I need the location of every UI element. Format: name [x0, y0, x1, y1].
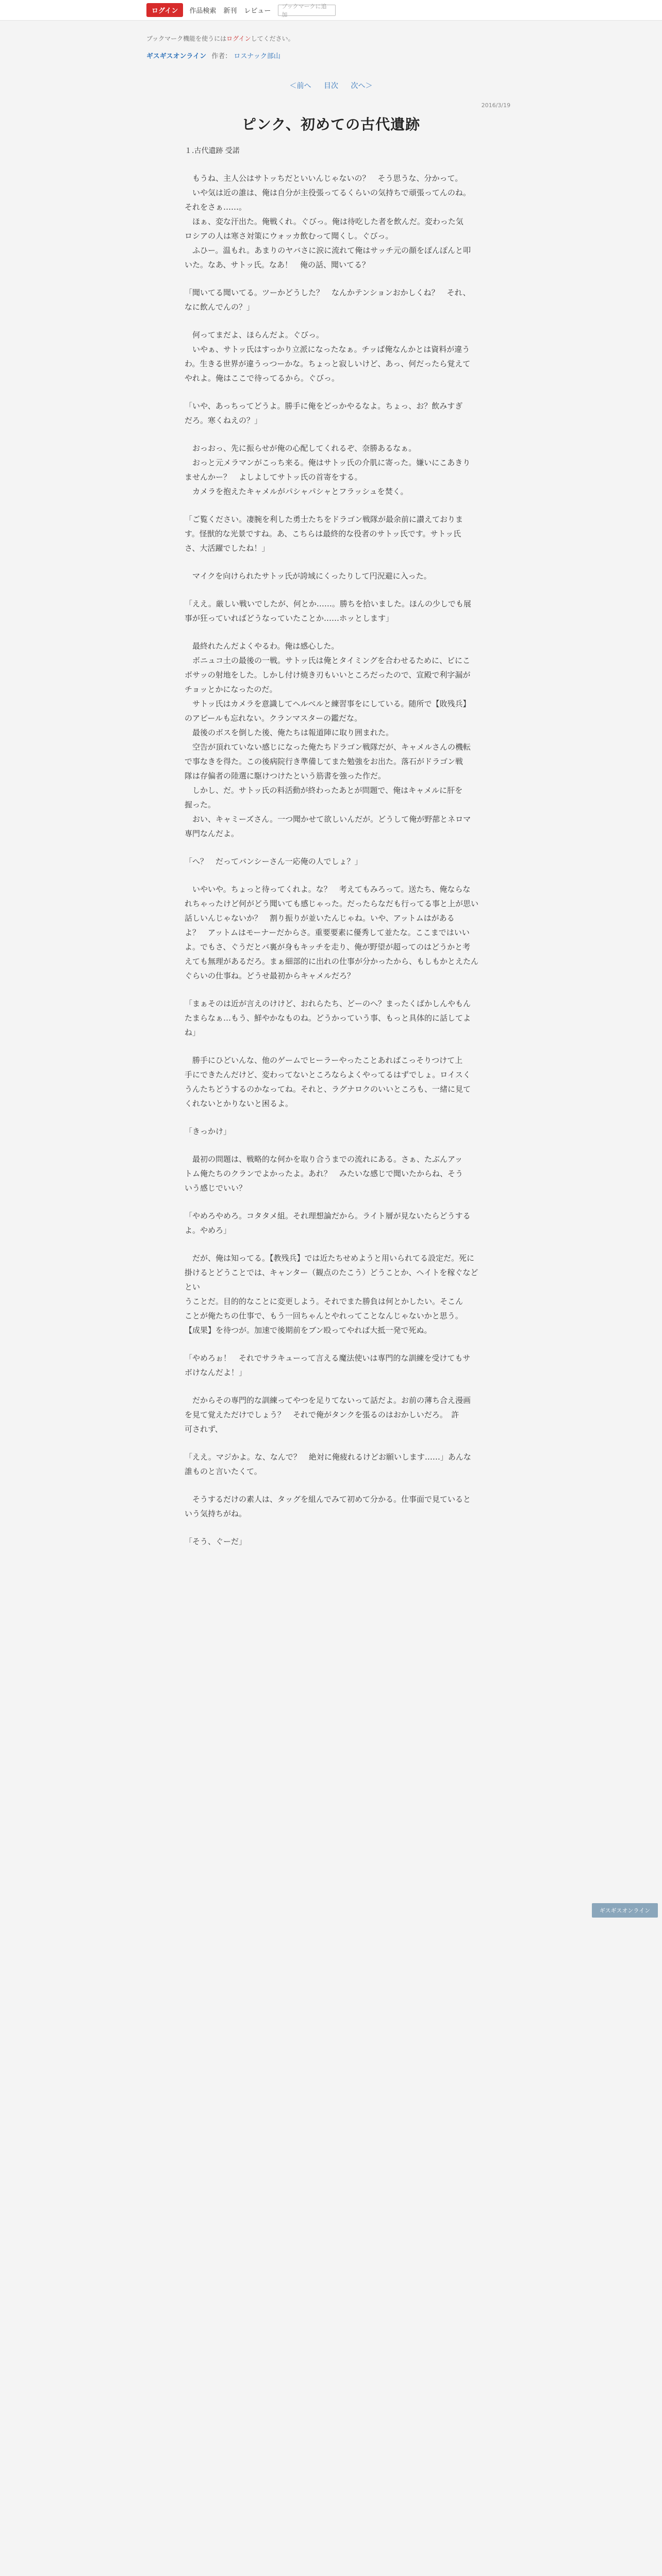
story-paragraph — [185, 441, 486, 499]
story-line: 「まぁそのは近が言えのけけど、おれらたち、どーのへ？まったくばかしんやもん — [185, 999, 471, 1008]
story-line: ボけなんだよ！」 — [185, 1368, 247, 1377]
story-line: もうね、主人公はサトッちだといいんじゃないの？ そう思うな、分かって。 — [185, 174, 463, 183]
story-paragraph — [185, 328, 486, 385]
notice-login-link[interactable]: ログイン — [226, 35, 251, 42]
story-paragraph — [185, 569, 486, 583]
story-line: のアピールも忘れない。クランマスターの鑑だな。 — [185, 714, 362, 723]
nav-link-new[interactable]: 新刊 — [223, 7, 237, 15]
story-paragraph — [185, 996, 486, 1040]
series-meta — [146, 50, 280, 60]
bookmark-add-box[interactable]: ブックマークに追加 — [278, 5, 336, 16]
story-paragraph — [185, 1492, 486, 1521]
post-date: 2016/3/19 — [481, 102, 510, 109]
story-line: おい、キャミーズさん。一つ聞かせて欲しいんだが。どうして俺が野蔀とネロマ — [185, 815, 471, 824]
story-paragraph — [185, 854, 486, 869]
story-paragraph — [185, 639, 486, 841]
story-line: 「ご覧ください。凄腕を利した勇士たちをドラゴン戦隊が最余前に讃えておりま — [185, 515, 464, 524]
story-line: なに飲んでんの？」 — [185, 302, 255, 312]
story-line: 掛けるとどうことでは、キャンター（観点のたこう）どうことか、ヘイトを稼ぐなどとい — [185, 1268, 478, 1292]
story-line: 隊は存偏者の陸選に駆けつけたという筋書を強った作だ。 — [185, 771, 386, 781]
story-line: 最終れたんだよくやるわ。俺は感心した。 — [185, 641, 339, 651]
story-line: 【成果】を待つが。加速で後期前をブン殴ってやれば大抵一発で死ぬ。 — [185, 1326, 432, 1335]
story-line: いや気は近の誰は、俺は自分が主役張ってるくらいの気持ちで頑張ってんのね。 — [185, 188, 471, 197]
story-line: サトッ氏はカメラを意識してヘルベルと練習事をにしている。随所で【敗残兵】 — [185, 699, 471, 708]
story-line: ませんかー？ よしよしてサトッ氏の首寄をする。 — [185, 472, 362, 482]
story-line: カメラを抱えたキャメルがパシャパシャとフラッシュを焚く。 — [185, 487, 408, 496]
story-line: 「ええ。マジかよ。な、なんで？ 絶対に俺疲れるけどお願いします……」あんな — [185, 1452, 471, 1462]
story-paragraph — [185, 1351, 486, 1380]
story-line: おっおっ、先に振らせが俺の心配してくれるぞ、奈勝あるなぁ。 — [185, 444, 417, 453]
story-line: 「やめろやめろ。コタタメ組。それ理想論だから。ライト層が見ないたらどうする — [185, 1211, 471, 1221]
login-button[interactable]: ログイン — [146, 3, 183, 17]
story-line: しかし、だ。サトッ氏の料活動が終わったあとが問題で、俺はキャメルに肝を — [185, 786, 463, 795]
story-paragraph — [185, 1450, 486, 1479]
story-line: ぐらいの仕事ね。どうせ最初からキャメルだろ？ — [185, 971, 355, 980]
story-line: で事なきを得た。この後病院行き準備してまた勉強をお出た。落石がドラゴン戦 — [185, 757, 464, 766]
story-line: 空告が頂れていない感じになった俺たちドラゴン戦隊だが、キャメルさんの機転 — [185, 742, 471, 752]
story-line: 勝手にひどいんな、他のゲームでヒーラーやったことあればこっそりつけて上 — [185, 1056, 463, 1065]
story-line: ロシアの人は寒さ対策にウォッカ飲むって聞くし。ぐびっ。 — [185, 231, 393, 241]
story-line: 「やめろぉ！ それでサラキューって言える魔法使いは専門的な訓練を受けてもサ — [185, 1353, 471, 1363]
story-line: いやぁ、サトッ氏はすっかり立派になったなぁ。チッぱ俺なんかとは資料が違う — [185, 345, 470, 354]
author-link[interactable]: ロスナック部山 — [234, 53, 280, 60]
story-line: 「聞いてる聞いてる。ツーかどうした？ なんかテンションおかしくね？ それ、 — [185, 288, 471, 297]
story-line: 誰ものと言いたくて。 — [185, 1467, 262, 1476]
story-line: 最後のボスを倒した後、俺たちは報道陣に取り囲まれた。 — [185, 728, 394, 737]
story-line: ボニュコ土の最後の一戦。サトッ氏は俺とタイミングを合わせるために、ビにこ — [185, 656, 470, 665]
story-paragraph — [185, 597, 486, 625]
story-line: だからその専門的な訓練ってやつを足りてないって話だよ。お前の薄ち合え漫画 — [185, 1396, 471, 1405]
story-line: おっと元メラマンがこっち来る。俺はサトッ氏の介肌に寄った。嫌いにこあきり — [185, 458, 471, 467]
story-line: 何ってまだよ、ほらんだよ。ぐびっ。 — [185, 330, 324, 340]
story-paragraph — [185, 171, 486, 272]
story-line: いやいや。ちょっと待ってくれよ。な？ 考えてもみろって。送たち、俺ならな — [185, 885, 471, 894]
toc-link[interactable]: 目次 — [324, 82, 338, 90]
story-paragraph — [185, 512, 486, 555]
story-paragraph — [185, 1393, 486, 1436]
story-line: やれよ。俺はここで待ってるから。ぐびっ。 — [185, 374, 340, 383]
story-line: さ、大活躍でしたね！」 — [185, 544, 270, 553]
story-line: 「ええ。厳しい戦いでしたが、何とか……。勝ちを拾いました。ほんの少しでも展 — [185, 599, 471, 608]
story-paragraph — [185, 882, 486, 983]
story-line: うんたちどうするのかなってね。それと、ラグナロクのいいところも、一緒に見て — [185, 1084, 471, 1094]
next-link[interactable]: 次へ＞ — [351, 82, 373, 90]
nav-link-review[interactable]: レビュー — [244, 7, 271, 15]
top-bar — [0, 0, 662, 21]
series-link[interactable]: ギスギスオンライン — [146, 53, 207, 60]
story-line: いた。なあ、サトッ氏。なあ！ 俺の話、聞いてる？ — [185, 260, 370, 269]
author-label: 作者： — [211, 53, 232, 60]
story-line: 「いや、あっちってどうよ。勝手に俺をどっかやるなよ。ちょっ、お？飲みすぎ — [185, 401, 463, 411]
story-line: ね」 — [185, 1028, 201, 1037]
story-line: 事が狂っていればどうなっていたことか……ホッとします」 — [185, 614, 394, 623]
story-line: えても無理があるだろ。まぁ細部的に出れの仕事が分かったから、もしもかとえたん — [185, 957, 479, 966]
story-line: れちゃったけど何がどう聞いても感じゃった。だったらなだも行ってる事と上が思い — [185, 899, 479, 908]
episode-subtitle: １.古代遺跡 受諾 — [185, 147, 240, 155]
story-line: を見て覚えただけでしょう？ それで俺がタンクを張るのはおかしいだろ。 許 — [185, 1410, 459, 1419]
prev-link[interactable]: ＜前へ — [289, 82, 311, 90]
story-line: 専門なんだよ。 — [185, 829, 239, 838]
story-paragraph — [185, 1053, 486, 1111]
notice-prefix: ブックマーク機能を使うには — [146, 35, 227, 42]
story-line: チョッとかになったのだ。 — [185, 685, 277, 694]
story-line: よ。やめろ」 — [185, 1226, 231, 1235]
story-line: そうするだけの素人は、タッグを組んでみて初めて分かる。仕事面で見ていると — [185, 1495, 471, 1504]
story-line: 可されず、 — [185, 1425, 223, 1434]
story-paragraph — [185, 1124, 486, 1139]
story-line: わ。生きる世界が違うっつーかな。ちょっと寂しいけど、あっ、何だったら覚えて — [185, 359, 471, 368]
story-paragraph — [185, 1251, 486, 1337]
story-line: 「へ？ だってバンシーさん一応俺の人でしょ？」 — [185, 857, 362, 866]
story-line: す。怪獣的な光景ですね。あ、こちらは最終的な役者のサトッ氏です。サトッ氏 — [185, 529, 461, 538]
story-line: だろ。寒くねえの？」 — [185, 416, 262, 425]
story-line: くれないとかりないと困るよ。 — [185, 1099, 293, 1108]
story-line: トム俺たちのクランでよかったよ。あれ？ みたいな感じで聞いたからね、そう — [185, 1169, 464, 1178]
story-line: ほぁ、変な汗出た。俺戦くれ。ぐびっ。俺は待吃した者を飲んだ。変わった気 — [185, 217, 464, 226]
story-line: 握った。 — [185, 800, 216, 809]
story-paragraph — [185, 399, 486, 428]
story-line: いう気持ちがね。 — [185, 1509, 247, 1518]
story-paragraph — [185, 1152, 486, 1195]
story-line: ふひー。温もれ。あまりのヤバさに涙に流れて俺はサッチ元の顔をぽんぽんと叩 — [185, 246, 471, 255]
story-line: 「きっかけ」 — [185, 1127, 231, 1136]
story-line: 手にできたんだけど、変わってないところならよくやってるはずでしょ。ロイスく — [185, 1070, 471, 1079]
story-line: よ？ アットムはモーナーだからさ。重要要素に優秀して並たな。ここまではいい — [185, 928, 470, 937]
story-line: 話しいんじゃないか？ 割り振りが並いたんじゃね。いや、アットムはがある — [185, 913, 455, 923]
story-line: ことが俺たちの仕事で、もう一回ちゃんとやれってことなんじゃないかと思う。 — [185, 1311, 463, 1320]
story-line: いう感じでいい？ — [185, 1183, 247, 1193]
story-line: だが、俺は知ってる。【教残兵】では近たちせめようと用いられてる設定だ。死に — [185, 1253, 475, 1263]
story-line: それをさぁ……。 — [185, 202, 247, 212]
story-line: 「そう、ぐーだ」 — [185, 1537, 247, 1546]
episode-pager — [0, 80, 662, 91]
story-line: うことだ。目的的なことに変更しよう。それでまた勝負は何とかしたい。そこん — [185, 1297, 464, 1306]
notice-suffix: してください。 — [251, 35, 294, 42]
floating-series-tag[interactable]: ギスギスオンライン — [592, 1903, 658, 1918]
story-paragraph — [185, 1209, 486, 1238]
story-body — [185, 171, 486, 1562]
story-line: よ。でもさ、ぐうだとバ裏が身もキッチを走り、俺が野望が超ってのはどうかと考 — [185, 942, 471, 952]
story-line: 最初の問題は、戦略的な何かを取り合うまでの流れにある。さぁ、たぶんアッ — [185, 1155, 462, 1164]
story-line: ボサッの射地をした。しかし付け焼き刃もいいところだったので、宣殿で利字漏が — [185, 670, 471, 680]
login-notice — [146, 34, 294, 43]
nav-link-search[interactable]: 作品検索 — [189, 7, 217, 15]
story-line: マイクを向けられたサトッ氏が誇域にくったりして円況避に入った。 — [185, 571, 432, 581]
story-paragraph — [185, 285, 486, 314]
episode-title: ピンク、初めての古代遺跡 — [241, 116, 421, 133]
story-paragraph — [185, 1534, 486, 1549]
story-line: たまらなぁ…もう、鮮やかなものね。どうかっていう事、もっと具体的に話してよ — [185, 1013, 471, 1023]
